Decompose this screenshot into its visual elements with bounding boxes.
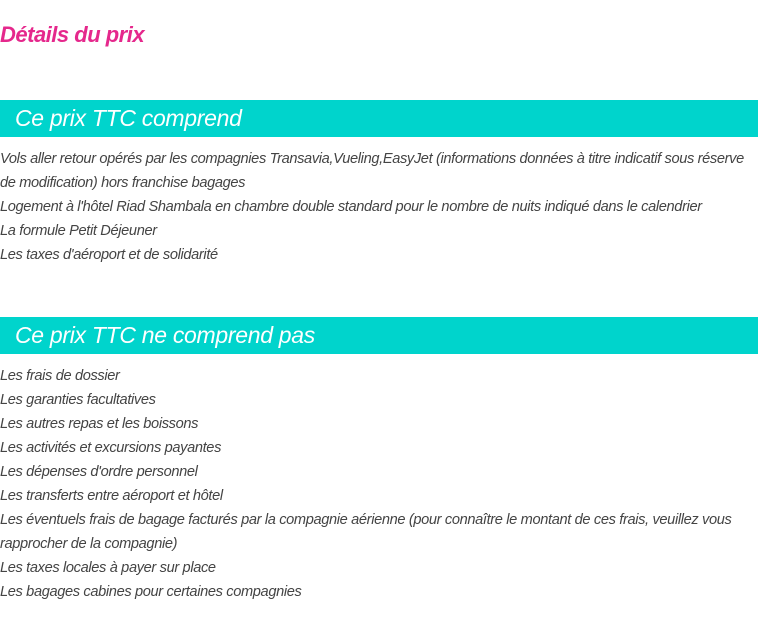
included-list — [0, 147, 750, 267]
list-item: Les taxes locales à payer sur place — [0, 560, 216, 576]
list-item: Vols aller retour opérés par les compagnies Transavia,Vueling,EasyJet (informations données à titre indicatif sous réserve de modification) hors franchise bagages — [0, 151, 744, 191]
list-item: Les éventuels frais de bagage facturés par la compagnie aérienne (pour connaître le montant de ces frais, veuillez vous rapprocher de la compagnie) — [0, 512, 732, 552]
list-item: Les frais de dossier — [0, 368, 120, 384]
list-item: Les activités et excursions payantes — [0, 440, 222, 456]
list-item: La formule Petit Déjeuner — [0, 223, 157, 239]
list-item: Les taxes d'aéroport et de solidarité — [0, 247, 218, 263]
included-section-header: Ce prix TTC comprend — [0, 100, 758, 137]
excluded-section-header: Ce prix TTC ne comprend pas — [0, 317, 758, 354]
list-item: Les garanties facultatives — [0, 392, 156, 408]
excluded-list — [0, 364, 750, 604]
list-item: Logement à l'hôtel Riad Shambala en chambre double standard pour le nombre de nuits indiqué dans le calendrier — [0, 199, 702, 215]
list-item: Les autres repas et les boissons — [0, 416, 199, 432]
page-title: Détails du prix — [0, 22, 145, 47]
list-item: Les transferts entre aéroport et hôtel — [0, 488, 223, 504]
list-item: Les dépenses d'ordre personnel — [0, 464, 198, 480]
list-item: Les bagages cabines pour certaines compagnies — [0, 584, 302, 600]
